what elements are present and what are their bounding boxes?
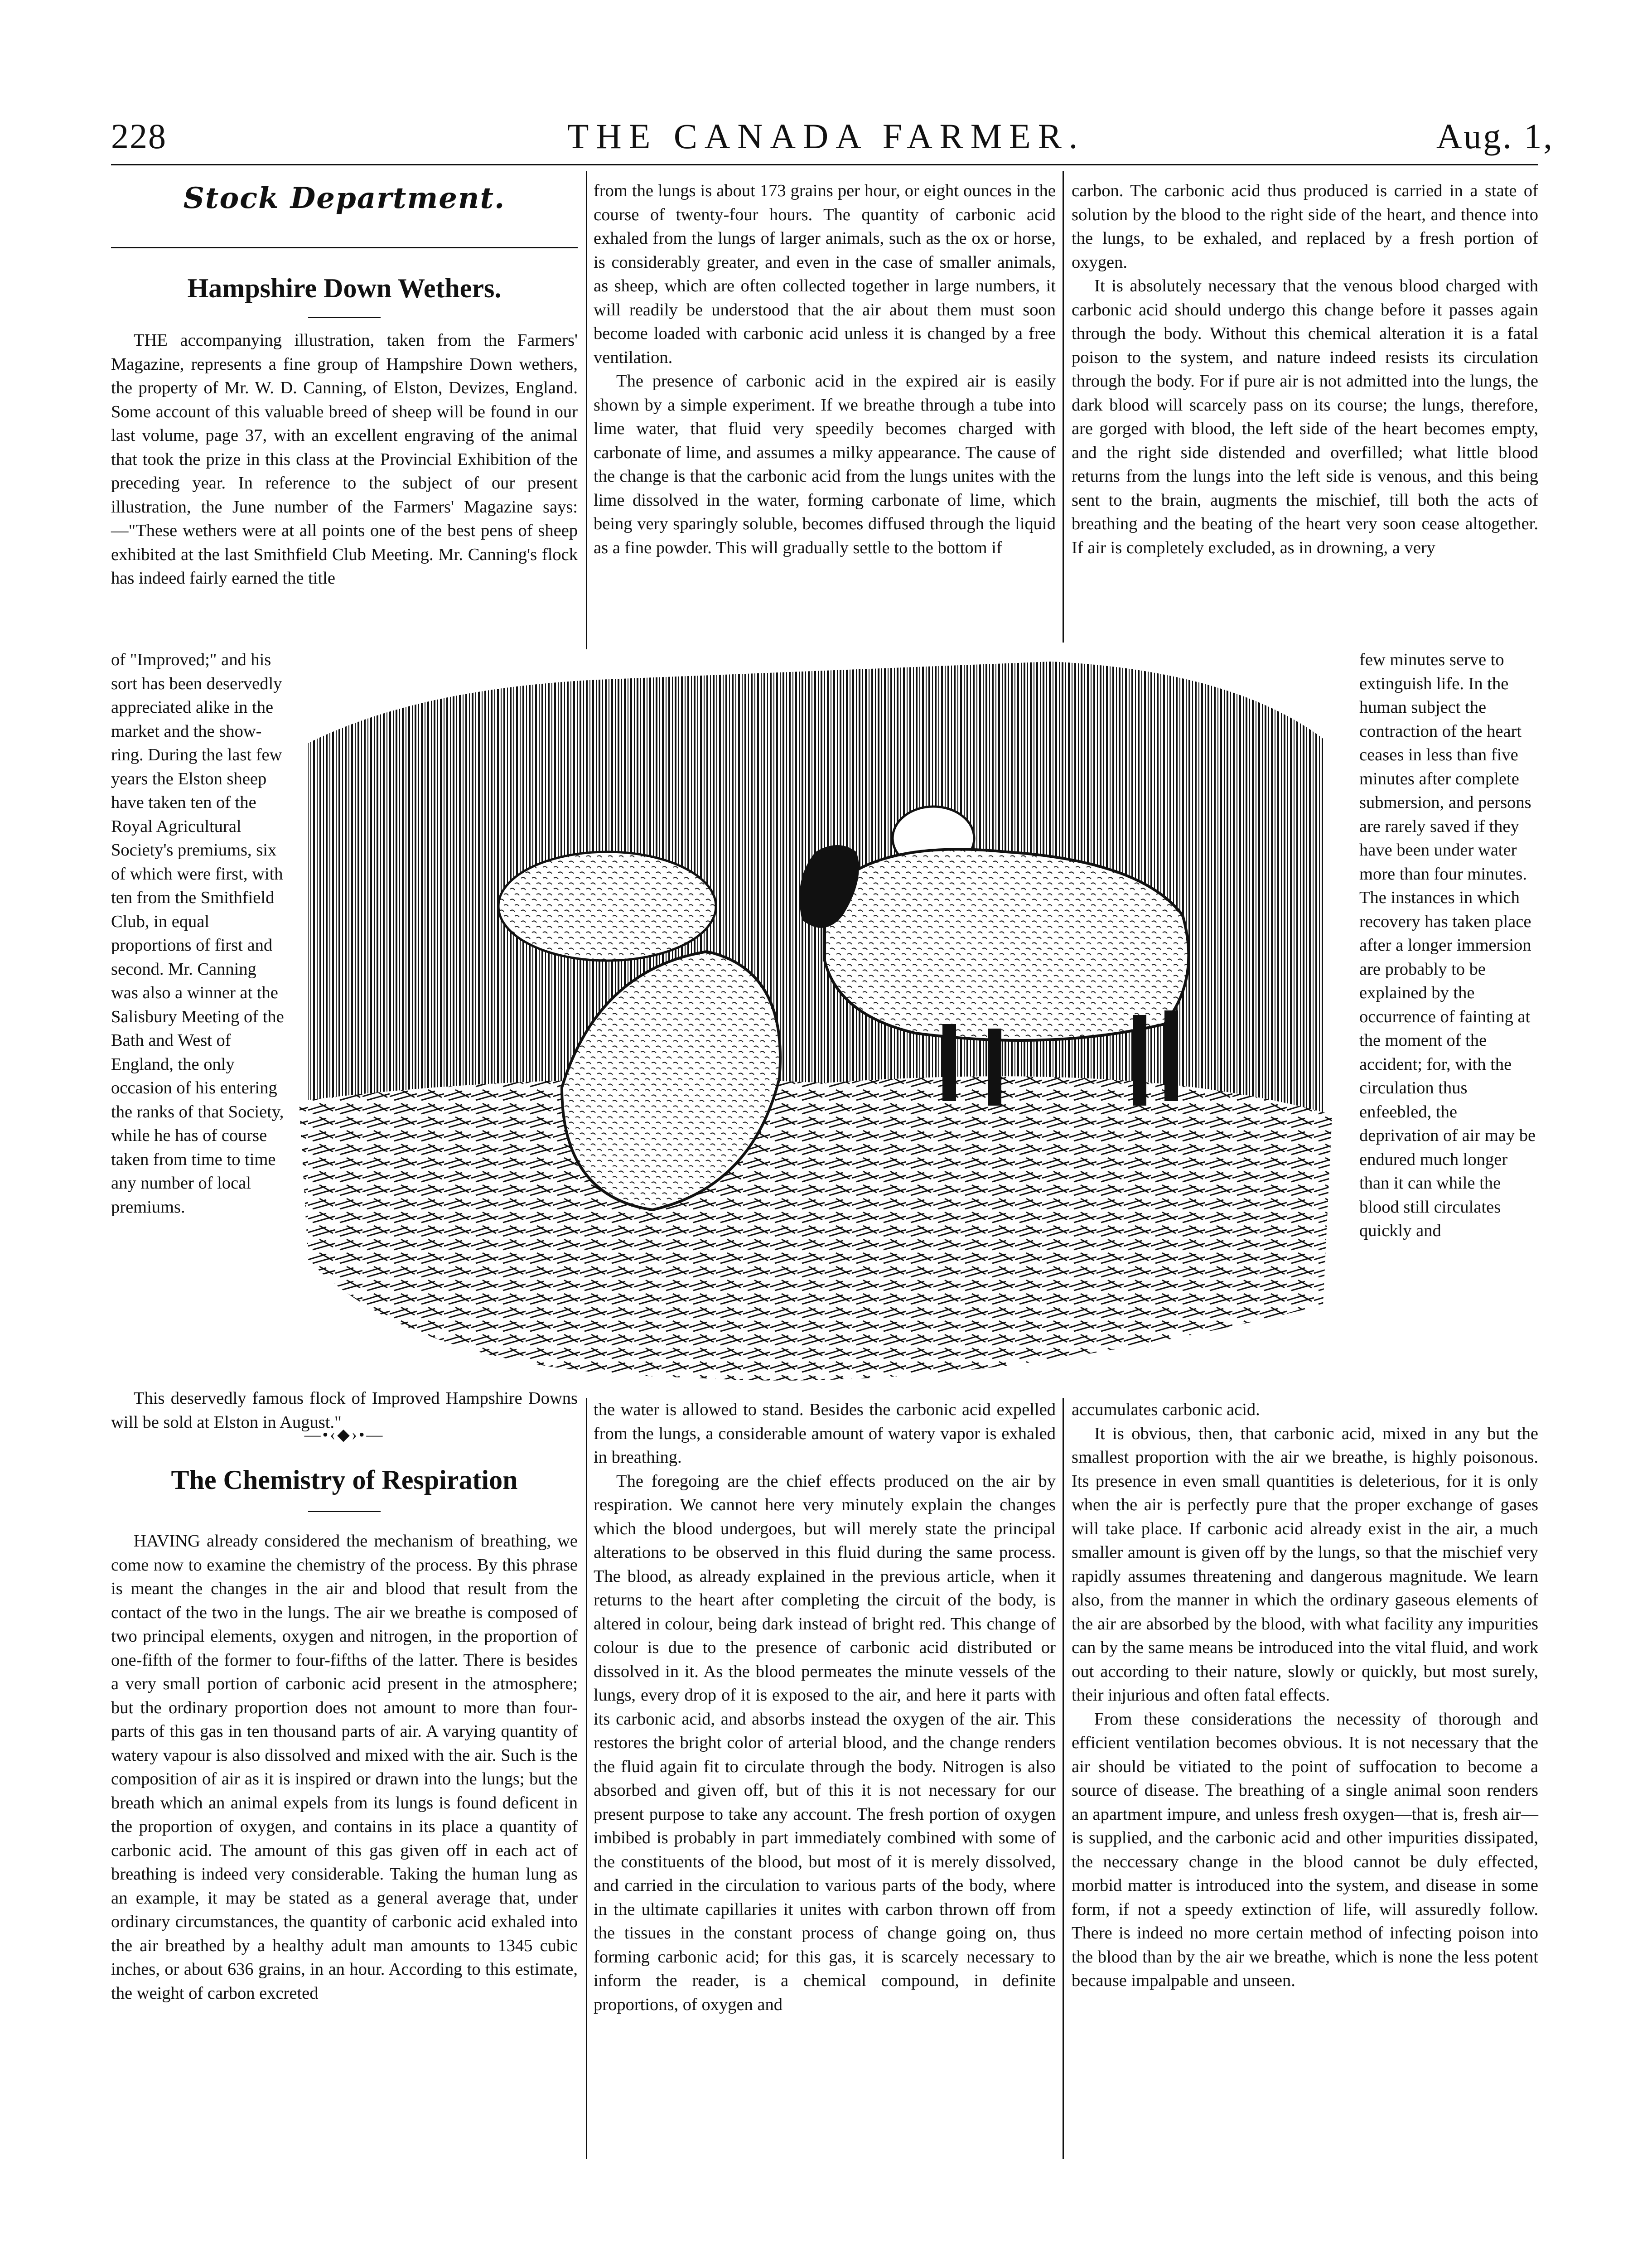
left-sheep — [498, 852, 716, 961]
sheep-engraving-svg — [281, 625, 1350, 1396]
respiration-col3-para-1: carbon. The carbonic acid thus produced is carried in a state of solution by the blood to the right side of the heart, and thence into the lungs, to be exhaled, and replaced by a fresh portion of oxygen. — [1072, 181, 1538, 272]
respiration-col1-text: HAVING already considered the mechanism of breathing, we come now to examine the chemistry of the process. By this phrase is meant the changes in the air and blood that result from the contact of the two in the lungs. The air we breathe is composed of two principal elements, oxygen and nitrogen, in the proportion of one-fifth of the former to four-fifths of the latter. There is besides a very small portion of carbonic acid present in the atmosphere; but the ordinary proportion does not amount to more than four-parts of this gas in ten thousand parts of air. A varying quantity of watery vapour is also dissolved and mixed with the air. Such is the composition of air as it is inspired or drawn into the lungs; but the breath which an animal expels from its lungs is found deficent in the proportion of oxygen, and contains in its place a quantity of carbonic acid. The amount of this gas given off in each act of breathing is indeed very considerable. Taking the human lung as an example, it may be stated as a general average that, under ordinary circumstances, the quantity of carbonic acid exhaled into the air breathed by a healthy adult man amounts to 1345 cubic inches, or about 636 grains, in an hour. According to this estimate, the weight of carbon excreted — [111, 1532, 578, 2003]
hampshire-narrow-paragraph — [111, 648, 288, 1219]
respiration-column-3-top — [1072, 179, 1538, 560]
hampshire-paragraph-1: THE accompanying illustration, taken from the Farmers' Magazine, represents a fine group of Hampshire Down wethers, the property of Mr. W. D. Canning, of Elston, Devizes, England. Some account of this valuable breed of sheep will be found in our last volume, page 37, with an excellent engraving of the animal that took the prize in this class at the Provincial Exhibition of the preceding year. In reference to the subject of our present illustration, the June number of the Farmers' Magazine says:—"These wethers were at all points one of the best pens of sheep exhibited at the last Smithfield Club Meeting. Mr. Canning's flock has indeed fairly earned the title — [111, 331, 578, 588]
department-rule — [111, 247, 578, 248]
hampshire-paragraph-2: This deservedly famous flock of Improved Hampshire Downs will be sold at Elston in August." — [111, 1389, 578, 1432]
title-underline-short — [308, 317, 381, 318]
department-heading: Stock Department. — [183, 181, 506, 215]
respiration-col3-para-5: From these considerations the necessity of thorough and efficient ventilation becomes obvious. It is not necessary that the air should be vitiated to the point of suffocation to become a source of disease. The breathing of a single animal soon renders an apartment impure, and unless fresh oxygen—that is, fresh air—is supplied, and the carbonic acid and other impurities dissipated, the neccessary change in the blood cannot be duly effected, morbid matter is introduced into the system, and disease in some form, if not a speedy extinction of life, will assuredly follow. There is indeed no more certain method of infecting poison into the blood than by the air we breathe, which is none the less potent because impalpable and unseen. — [1072, 1709, 1538, 1990]
hampshire-intro-paragraph — [111, 329, 578, 590]
column-divider-left — [586, 171, 587, 649]
header-rule — [111, 164, 1538, 165]
respiration-column-2-bottom — [594, 1398, 1056, 2016]
respiration-col2-para-3: the water is allowed to stand. Besides the carbonic acid expelled from the lungs, a considerable amount of watery vapor is exhaled in breathing. — [594, 1400, 1056, 1467]
section-ornament: —•‹◆›•— — [304, 1426, 385, 1444]
sheep-engraving-illustration — [281, 625, 1350, 1396]
respiration-column-3-bottom — [1072, 1398, 1538, 1993]
page-number: 228 — [111, 116, 167, 156]
respiration-col3-narrow-text: few minutes serve to extinguish life. In the human subject the contraction of the heart ceases in less than five minutes after complete submersion, and persons are rarely saved if they have been under water more than four minutes. The instances in which recovery has taken place after a longer immersion are probably to be explained by the occurrence of fainting at the moment of the accident; for, with the circulation thus enfeebled, the deprivation of air may be endured much longer than it can while the blood still circulates quickly and — [1359, 650, 1536, 1240]
column-divider-left-lower — [586, 1398, 587, 2159]
respiration-col3-para-2: It is absolutely necessary that the venous blood charged with carbonic acid should undergo this change before it passes again through the body. Without this chemical alteration it is a fatal poison to the system, and nature indeed resists its circulation through the body. For if pure air is not admitted into the lungs, the dark blood will scarcely pass on its course; the lungs, therefore, are gorged with blood, the left side of the heart becomes empty, and the right side distended and overfilled; what little blood returns from the lungs into the left side is venous, and this being sent to the brain, augments the mischief, till both the acts of breathing and the beating of the heart very soon cease altogether. If air is completely excluded, as in drowning, a very — [1072, 276, 1538, 557]
column-divider-right — [1063, 171, 1064, 643]
article-title-respiration: The Chemistry of Respiration — [171, 1465, 518, 1495]
article-title-hampshire: Hampshire Down Wethers. — [187, 273, 502, 303]
issue-date: Aug. 1, — [1436, 116, 1554, 156]
respiration-column-1 — [111, 1529, 578, 2005]
title-underline-short-2 — [308, 1511, 381, 1512]
respiration-col2-para-4: The foregoing are the chief effects produced on the air by respiration. We cannot here very minutely explain the changes which the blood undergoes, but will merely state the principal alterations to be observed in this fluid during the same process. The blood, as already explained in the previous article, when it returns to the heart after completing the circuit of the body, is altered in colour, being dark instead of bright red. This change of colour is due to the presence of carbonic acid distributed or dissolved in it. As the blood permeates the minute vessels of the lungs, every drop of it is exposed to the air, and here it parts with its carbonic acid, and absorbs instead the oxygen of the air. This restores the bright color of arterial blood, and the change renders the fluid again fit to circulate through the body. Nitrogen is also absorbed and given off, but of this it is not necessary for our present purpose to take any account. The fresh portion of oxygen imbibed is probably in part immediately combined with some of the constituents of the blood, but most of it is merely dissolved, and carried in the circulation to various parts of the body, where in the ultimate capillaries it unites with carbon thrown off from the tissues in the constant process of change going on, thus forming carbonic acid; for this gas, it is scarcely necessary to inform the reader, is a chemical compound, in definite proportions, of oxygen and — [594, 1471, 1056, 2014]
respiration-column-3-narrow — [1359, 648, 1538, 1243]
respiration-col2-para-1: from the lungs is about 173 grains per hour, or eight ounces in the course of twenty-four hours. The quantity of carbonic acid exhaled from the lungs of larger animals, such as the ox or horse, is considerably greater, and even in the case of smaller animals, as sheep, which are often collected together in large numbers, it will readily be understood that the air about them must soon become loaded with carbonic acid unless it is changed by a free ventilation. — [594, 181, 1056, 367]
respiration-col2-para-2: The presence of carbonic acid in the expired air is easily shown by a simple experiment. If we breathe through a tube into lime water, that fluid very speedily becomes charged with carbonate of lime, and assumes a milky appearance. The cause of the change is that the carbonic acid from the lungs unites with the lime dissolved in the water, forming carbonate of lime, which being very sparingly soluble, becomes diffused through the liquid as a fine powder. This will gradually settle to the bottom if — [594, 372, 1056, 557]
masthead-title: THE CANADA FARMER. — [567, 116, 1085, 156]
column-divider-right-lower — [1063, 1398, 1064, 2159]
respiration-column-2-top — [594, 179, 1056, 560]
respiration-col3-para-4: It is obvious, then, that carbonic acid, mixed in any but the smallest proportion with the air we breathe, is highly poisonous. Its presence in even small quantities is deleterious, for it is only when the air is perfectly pure that the proper exchange of gases will take place. If carbonic acid already exist in the air, a much smaller amount is given off by the lungs, so that the mischief very rapidly assumes threatening and dangerous magnitude. We learn also, from the manner in which the ordinary gaseous elements of the air are absorbed by the blood, with what facility any impurities can by the same means be introduced into the vital fluid, and work out according to their nature, slowly or quickly, but most surely, their injurious and often fatal effects. — [1072, 1424, 1538, 1705]
respiration-col3-para-3: accumulates carbonic acid. — [1072, 1400, 1260, 1419]
straw-floor — [299, 1076, 1332, 1380]
hampshire-paragraph-1-continued: of "Improved;" and his sort has been deservedly appreciated alike in the market and the show-ring. During the last few years the Elston sheep have taken ten of the Royal Agricultural Society's premiums, six of which were first, with ten from the Smithfield Club, in equal proportions of first and second. Mr. Canning was also a winner at the Salisbury Meeting of the Bath and West of England, the only occasion of his entering the ranks of that Society, while he has of course taken from time to time any number of local premiums. — [111, 650, 284, 1217]
